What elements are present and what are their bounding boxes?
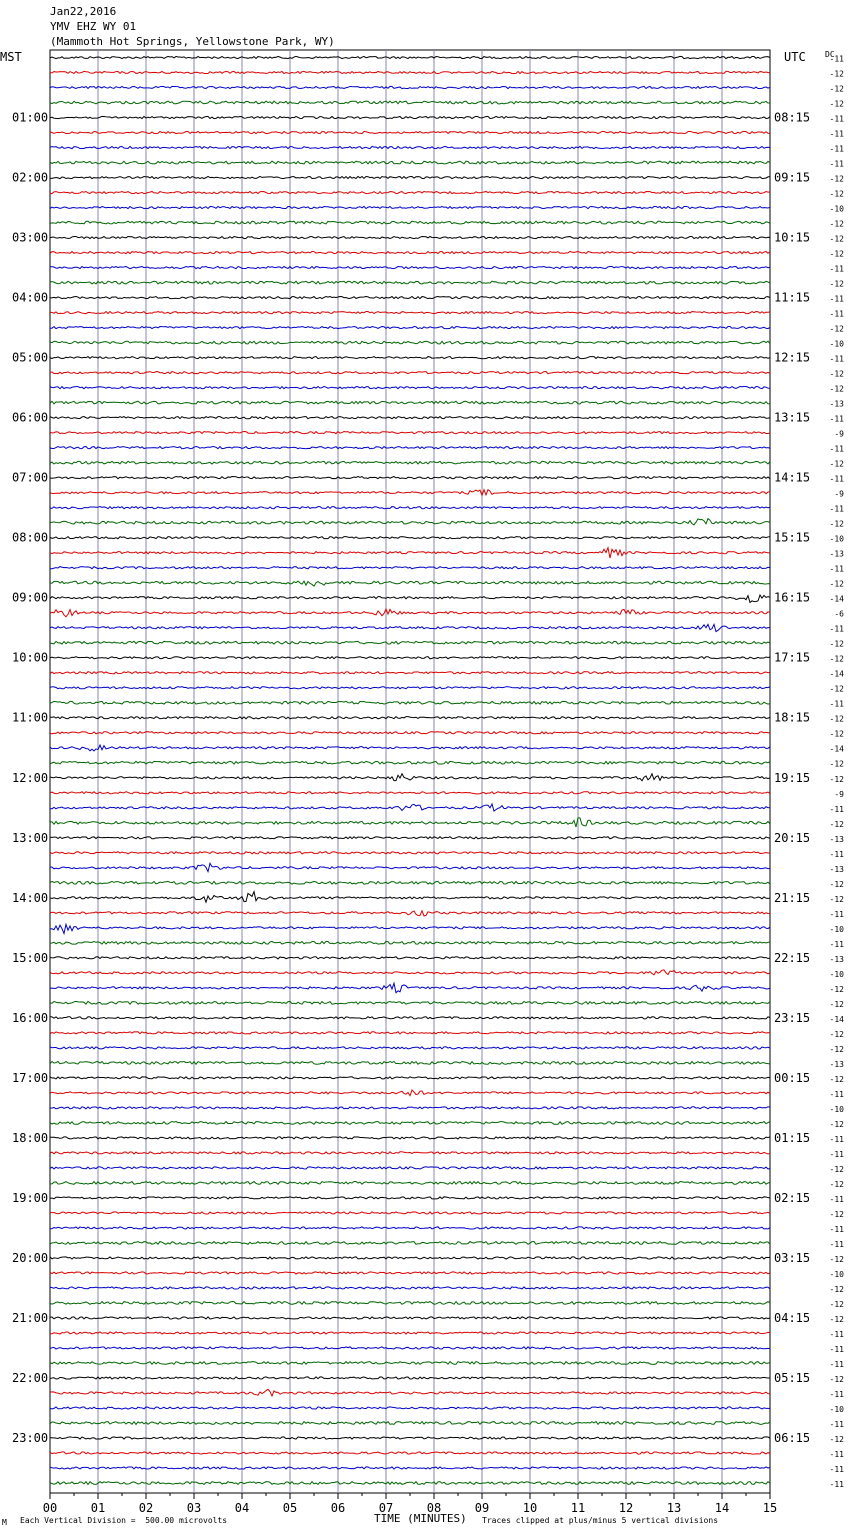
dc-offset-value: -11: [829, 1359, 844, 1369]
seismic-trace: [50, 911, 770, 916]
left-hour-label: 06:00: [12, 410, 49, 425]
left-hour-label: 13:00: [12, 830, 49, 845]
seismic-trace: [50, 983, 770, 993]
x-tick-label: 02: [138, 1501, 154, 1515]
seismic-trace: [50, 447, 770, 449]
seismic-trace: [50, 236, 770, 238]
right-hour-label: 09:15: [774, 170, 811, 185]
seismic-trace: [50, 432, 770, 434]
corner-mark: M: [2, 1518, 7, 1527]
dc-offset-value: -11: [829, 1239, 844, 1249]
dc-offset-value: -11: [829, 1389, 844, 1399]
seismic-trace: [50, 717, 770, 719]
x-tick-label: 09: [474, 1501, 490, 1515]
seismic-trace: [50, 477, 770, 479]
clip-note: Traces clipped at plus/minus 5 vertical divisions: [482, 1516, 719, 1525]
seismic-trace: [50, 701, 770, 704]
right-hour-label: 01:15: [774, 1130, 811, 1145]
dc-offset-value: -11: [829, 144, 844, 154]
seismic-trace: [50, 1182, 770, 1185]
dc-offset-value: -11: [829, 474, 844, 484]
left-hour-label: 02:00: [12, 170, 49, 185]
dc-offset-value: -11: [829, 1224, 844, 1234]
seismic-trace: [50, 1077, 770, 1079]
dc-offset-value: -11: [829, 54, 844, 64]
right-hour-label: 14:15: [774, 470, 811, 485]
seismic-trace: [50, 1467, 770, 1469]
dc-offset-value: -11: [829, 1194, 844, 1204]
dc-offset-value: -12: [829, 774, 844, 784]
right-hour-label: 05:15: [774, 1370, 811, 1385]
dc-offset-value: -11: [829, 909, 844, 919]
x-tick-label: 15: [762, 1501, 778, 1515]
dc-label: DC: [825, 50, 835, 59]
dc-offset-value: -12: [829, 249, 844, 259]
seismic-trace: [50, 1032, 770, 1034]
seismic-trace: [50, 1257, 770, 1259]
dc-offset-value: -12: [829, 819, 844, 829]
x-axis-title: TIME (MINUTES): [374, 1512, 467, 1525]
seismic-trace: [50, 281, 770, 284]
seismic-trace: [50, 1482, 770, 1485]
seismic-trace: [50, 852, 770, 854]
left-hour-label: 23:00: [12, 1430, 49, 1445]
dc-offset-value: -13: [829, 1059, 844, 1069]
seismic-trace: [50, 970, 770, 975]
right-hour-label: 19:15: [774, 770, 811, 785]
dc-offset-value: -9: [834, 789, 844, 799]
dc-offset-value: -12: [829, 84, 844, 94]
chart-date: Jan22,2016: [50, 5, 117, 18]
dc-offset-value: -12: [829, 1299, 844, 1309]
dc-offset-value: -11: [829, 414, 844, 424]
right-hour-label: 15:15: [774, 530, 811, 545]
dc-offset-value: -12: [829, 1314, 844, 1324]
dc-offset-value: -13: [829, 864, 844, 874]
dc-offset-value: -10: [829, 969, 844, 979]
left-hour-label: 12:00: [12, 770, 49, 785]
dc-offset-value: -12: [829, 579, 844, 589]
x-tick-label: 13: [666, 1501, 682, 1515]
dc-offset-value: -9: [834, 429, 844, 439]
seismic-trace: [50, 892, 770, 903]
seismic-trace: [50, 1061, 770, 1064]
dc-offset-value: -11: [829, 1089, 844, 1099]
left-hour-label: 07:00: [12, 470, 49, 485]
left-hour-label: 21:00: [12, 1310, 49, 1325]
seismic-trace: [50, 221, 770, 224]
right-hour-label: 10:15: [774, 230, 811, 245]
seismic-trace: [50, 191, 770, 193]
seismic-trace: [50, 146, 770, 148]
dc-offset-value: -11: [829, 264, 844, 274]
seismic-trace: [50, 924, 770, 933]
dc-offset-value: -11: [829, 309, 844, 319]
seismic-trace: [50, 1272, 770, 1274]
seismic-trace: [50, 609, 770, 617]
dc-offset-value: -12: [829, 384, 844, 394]
seismic-trace: [50, 296, 770, 298]
seismic-trace: [50, 732, 770, 734]
seismic-trace: [50, 687, 770, 689]
scale-note: Each Vertical Division = 500.00 microvolts: [20, 1516, 228, 1525]
seismic-trace: [50, 1347, 770, 1349]
seismic-trace: [50, 863, 770, 871]
dc-offset-value: -11: [829, 129, 844, 139]
left-hour-label: 17:00: [12, 1070, 49, 1085]
seismic-trace: [50, 761, 770, 764]
seismic-trace: [50, 567, 770, 569]
seismic-trace: [50, 490, 770, 496]
right-hour-label: 18:15: [774, 710, 811, 725]
dc-offset-value: -11: [829, 1149, 844, 1159]
seismic-trace: [50, 1227, 770, 1229]
seismic-trace: [50, 206, 770, 208]
seismic-trace: [50, 1001, 770, 1004]
seismic-trace: [50, 176, 770, 178]
left-zone-label: MST: [0, 50, 22, 64]
seismic-trace: [50, 672, 770, 674]
seismic-trace: [50, 1437, 770, 1439]
dc-offset-value: -12: [829, 714, 844, 724]
left-hour-label: 10:00: [12, 650, 49, 665]
dc-offset-value: -12: [829, 369, 844, 379]
left-hour-label: 18:00: [12, 1130, 49, 1145]
dc-offset-value: -11: [829, 849, 844, 859]
dc-offset-value: -11: [829, 504, 844, 514]
seismic-trace: [50, 657, 770, 659]
left-hour-label: 15:00: [12, 950, 49, 965]
seismic-trace: [50, 1122, 770, 1125]
dc-offset-value: -14: [829, 1014, 844, 1024]
dc-offset-value: -12: [829, 1209, 844, 1219]
seismic-trace: [50, 595, 770, 602]
dc-offset-value: -12: [829, 279, 844, 289]
dc-offset-value: -12: [829, 1284, 844, 1294]
seismic-trace: [50, 1302, 770, 1305]
seismic-trace: [50, 312, 770, 314]
dc-offset-value: -11: [829, 1329, 844, 1339]
dc-offset-value: -12: [829, 459, 844, 469]
left-hour-label: 19:00: [12, 1190, 49, 1205]
dc-offset-value: -12: [829, 69, 844, 79]
x-tick-label: 12: [618, 1501, 634, 1515]
seismic-trace: [50, 417, 770, 419]
dc-offset-value: -11: [829, 1344, 844, 1354]
seismic-trace: [50, 71, 770, 73]
right-hour-label: 00:15: [774, 1070, 811, 1085]
seismic-trace: [50, 774, 770, 781]
seismic-trace: [50, 357, 770, 359]
seismic-trace: [50, 1287, 770, 1289]
dc-offset-value: -10: [829, 339, 844, 349]
seismic-trace: [50, 1047, 770, 1049]
left-hour-label: 04:00: [12, 290, 49, 305]
right-hour-label: 04:15: [774, 1310, 811, 1325]
seismic-trace: [50, 56, 770, 58]
dc-offset-value: -12: [829, 1254, 844, 1264]
seismic-trace: [50, 1377, 770, 1379]
dc-offset-value: -13: [829, 549, 844, 559]
seismic-trace: [50, 792, 770, 794]
seismic-trace: [50, 101, 770, 104]
seismic-trace: [50, 745, 770, 751]
left-hour-label: 14:00: [12, 890, 49, 905]
left-hour-label: 09:00: [12, 590, 49, 605]
left-hour-label: 05:00: [12, 350, 49, 365]
dc-offset-value: -12: [829, 1074, 844, 1084]
dc-offset-value: -11: [829, 354, 844, 364]
x-tick-label: 00: [42, 1501, 58, 1515]
seismic-trace: [50, 624, 770, 631]
dc-offset-value: -11: [829, 159, 844, 169]
dc-offset-value: -12: [829, 1179, 844, 1189]
seismic-trace: [50, 581, 770, 586]
dc-offset-value: -11: [829, 444, 844, 454]
x-tick-label: 06: [330, 1501, 346, 1515]
dc-offset-value: -12: [829, 519, 844, 529]
right-hour-label: 13:15: [774, 410, 811, 425]
right-hour-label: 02:15: [774, 1190, 811, 1205]
seismic-trace: [50, 1317, 770, 1319]
seismic-trace: [50, 372, 770, 374]
dc-offset-value: -12: [829, 99, 844, 109]
dc-offset-value: -12: [829, 324, 844, 334]
right-hour-label: 21:15: [774, 890, 811, 905]
dc-offset-value: -12: [829, 1164, 844, 1174]
dc-offset-value: -12: [829, 759, 844, 769]
left-hour-label: 22:00: [12, 1370, 49, 1385]
dc-offset-value: -6: [834, 609, 844, 619]
seismic-trace: [50, 1362, 770, 1365]
dc-offset-value: -12: [829, 1044, 844, 1054]
seismic-trace: [50, 1332, 770, 1334]
x-tick-label: 03: [186, 1501, 202, 1515]
seismic-trace: [50, 116, 770, 118]
left-hour-label: 11:00: [12, 710, 49, 725]
right-hour-label: 16:15: [774, 590, 811, 605]
seismic-trace: [50, 1422, 770, 1425]
dc-offset-value: -12: [829, 654, 844, 664]
dc-offset-value: -10: [829, 534, 844, 544]
seismic-trace: [50, 131, 770, 133]
dc-offset-value: -11: [829, 564, 844, 574]
right-hour-label: 23:15: [774, 1010, 811, 1025]
dc-offset-value: -11: [829, 939, 844, 949]
seismic-trace: [50, 1452, 770, 1454]
seismic-trace: [50, 1137, 770, 1139]
dc-offset-value: -12: [829, 219, 844, 229]
dc-offset-value: -12: [829, 729, 844, 739]
dc-offset-value: -12: [829, 1374, 844, 1384]
seismic-trace: [50, 1152, 770, 1154]
dc-offset-value: -12: [829, 1029, 844, 1039]
dc-offset-value: -11: [829, 699, 844, 709]
dc-offset-value: -12: [829, 684, 844, 694]
dc-offset-value: -13: [829, 399, 844, 409]
left-hour-label: 03:00: [12, 230, 49, 245]
seismic-trace: [50, 266, 770, 268]
dc-offset-value: -11: [829, 1419, 844, 1429]
seismic-trace: [50, 548, 770, 558]
dc-offset-value: -12: [829, 894, 844, 904]
seismic-trace: [50, 804, 770, 811]
seismic-trace: [50, 341, 770, 344]
seismic-trace: [50, 818, 770, 827]
right-hour-label: 08:15: [774, 110, 811, 125]
dc-offset-value: -12: [829, 189, 844, 199]
left-hour-label: 01:00: [12, 110, 49, 125]
dc-offset-value: -11: [829, 1449, 844, 1459]
x-tick-label: 07: [378, 1501, 394, 1515]
dc-offset-value: -11: [829, 1134, 844, 1144]
dc-offset-value: -11: [829, 1480, 844, 1489]
seismic-trace: [50, 251, 770, 253]
x-tick-label: 08: [426, 1501, 442, 1515]
seismic-trace: [50, 401, 770, 404]
seismic-trace: [50, 86, 770, 88]
dc-offset-value: -12: [829, 234, 844, 244]
seismic-trace: [50, 537, 770, 539]
dc-offset-value: -10: [829, 204, 844, 214]
seismic-trace: [50, 387, 770, 389]
right-zone-label: UTC: [784, 50, 806, 64]
dc-offset-value: -12: [829, 1434, 844, 1444]
seismic-trace: [50, 1197, 770, 1199]
dc-offset-value: -13: [829, 834, 844, 844]
dc-offset-value: -10: [829, 1269, 844, 1279]
right-hour-label: 22:15: [774, 950, 811, 965]
station-code: YMV EHZ WY 01: [50, 20, 137, 33]
right-hour-label: 06:15: [774, 1430, 811, 1445]
dc-offset-value: -11: [829, 624, 844, 634]
dc-offset-value: -10: [829, 1404, 844, 1414]
seismic-trace: [50, 941, 770, 944]
dc-offset-value: -12: [829, 639, 844, 649]
seismic-trace: [50, 1107, 770, 1109]
dc-offset-value: -12: [829, 1119, 844, 1129]
seismic-trace: [50, 161, 770, 164]
station-location: (Mammoth Hot Springs, Yellowstone Park, WY): [50, 35, 335, 48]
dc-offset-value: -10: [829, 1104, 844, 1114]
seismic-trace: [50, 881, 770, 884]
right-hour-label: 03:15: [774, 1250, 811, 1265]
dc-offset-value: -13: [829, 954, 844, 964]
right-hour-label: 17:15: [774, 650, 811, 665]
dc-offset-value: -12: [829, 999, 844, 1009]
dc-offset-value: -14: [829, 669, 844, 679]
dc-offset-value: -14: [829, 594, 844, 604]
seismic-trace: [50, 837, 770, 839]
dc-offset-value: -11: [829, 114, 844, 124]
dc-offset-value: -12: [829, 984, 844, 994]
seismic-trace: [50, 1017, 770, 1019]
seismic-trace: [50, 1242, 770, 1245]
seismic-trace: [50, 1090, 770, 1096]
dc-offset-value: -11: [829, 804, 844, 814]
seismic-trace: [50, 957, 770, 959]
seismic-trace: [50, 641, 770, 644]
left-hour-label: 08:00: [12, 530, 49, 545]
dc-offset-value: -9: [834, 489, 844, 499]
x-tick-label: 04: [234, 1501, 250, 1515]
dc-offset-value: -12: [829, 879, 844, 889]
x-tick-label: 05: [282, 1501, 298, 1515]
right-hour-label: 12:15: [774, 350, 811, 365]
x-tick-label: 14: [714, 1501, 730, 1515]
seismic-trace: [50, 519, 770, 525]
dc-offset-value: -11: [829, 1464, 844, 1474]
dc-offset-value: -14: [829, 744, 844, 754]
seismic-trace: [50, 461, 770, 464]
seismic-trace: [50, 507, 770, 509]
seismic-trace: [50, 327, 770, 329]
x-tick-label: 11: [570, 1501, 586, 1515]
seismic-trace: [50, 1167, 770, 1169]
left-hour-label: 16:00: [12, 1010, 49, 1025]
right-hour-label: 20:15: [774, 830, 811, 845]
dc-offset-value: -11: [829, 294, 844, 304]
x-tick-label: 10: [522, 1501, 538, 1515]
left-hour-label: 20:00: [12, 1250, 49, 1265]
seismic-trace: [50, 1407, 770, 1409]
right-hour-label: 11:15: [774, 290, 811, 305]
seismic-trace: [50, 1212, 770, 1214]
dc-offset-value: -12: [829, 174, 844, 184]
seismic-trace: [50, 1389, 770, 1396]
dc-offset-value: -10: [829, 924, 844, 934]
x-tick-label: 01: [90, 1501, 106, 1515]
